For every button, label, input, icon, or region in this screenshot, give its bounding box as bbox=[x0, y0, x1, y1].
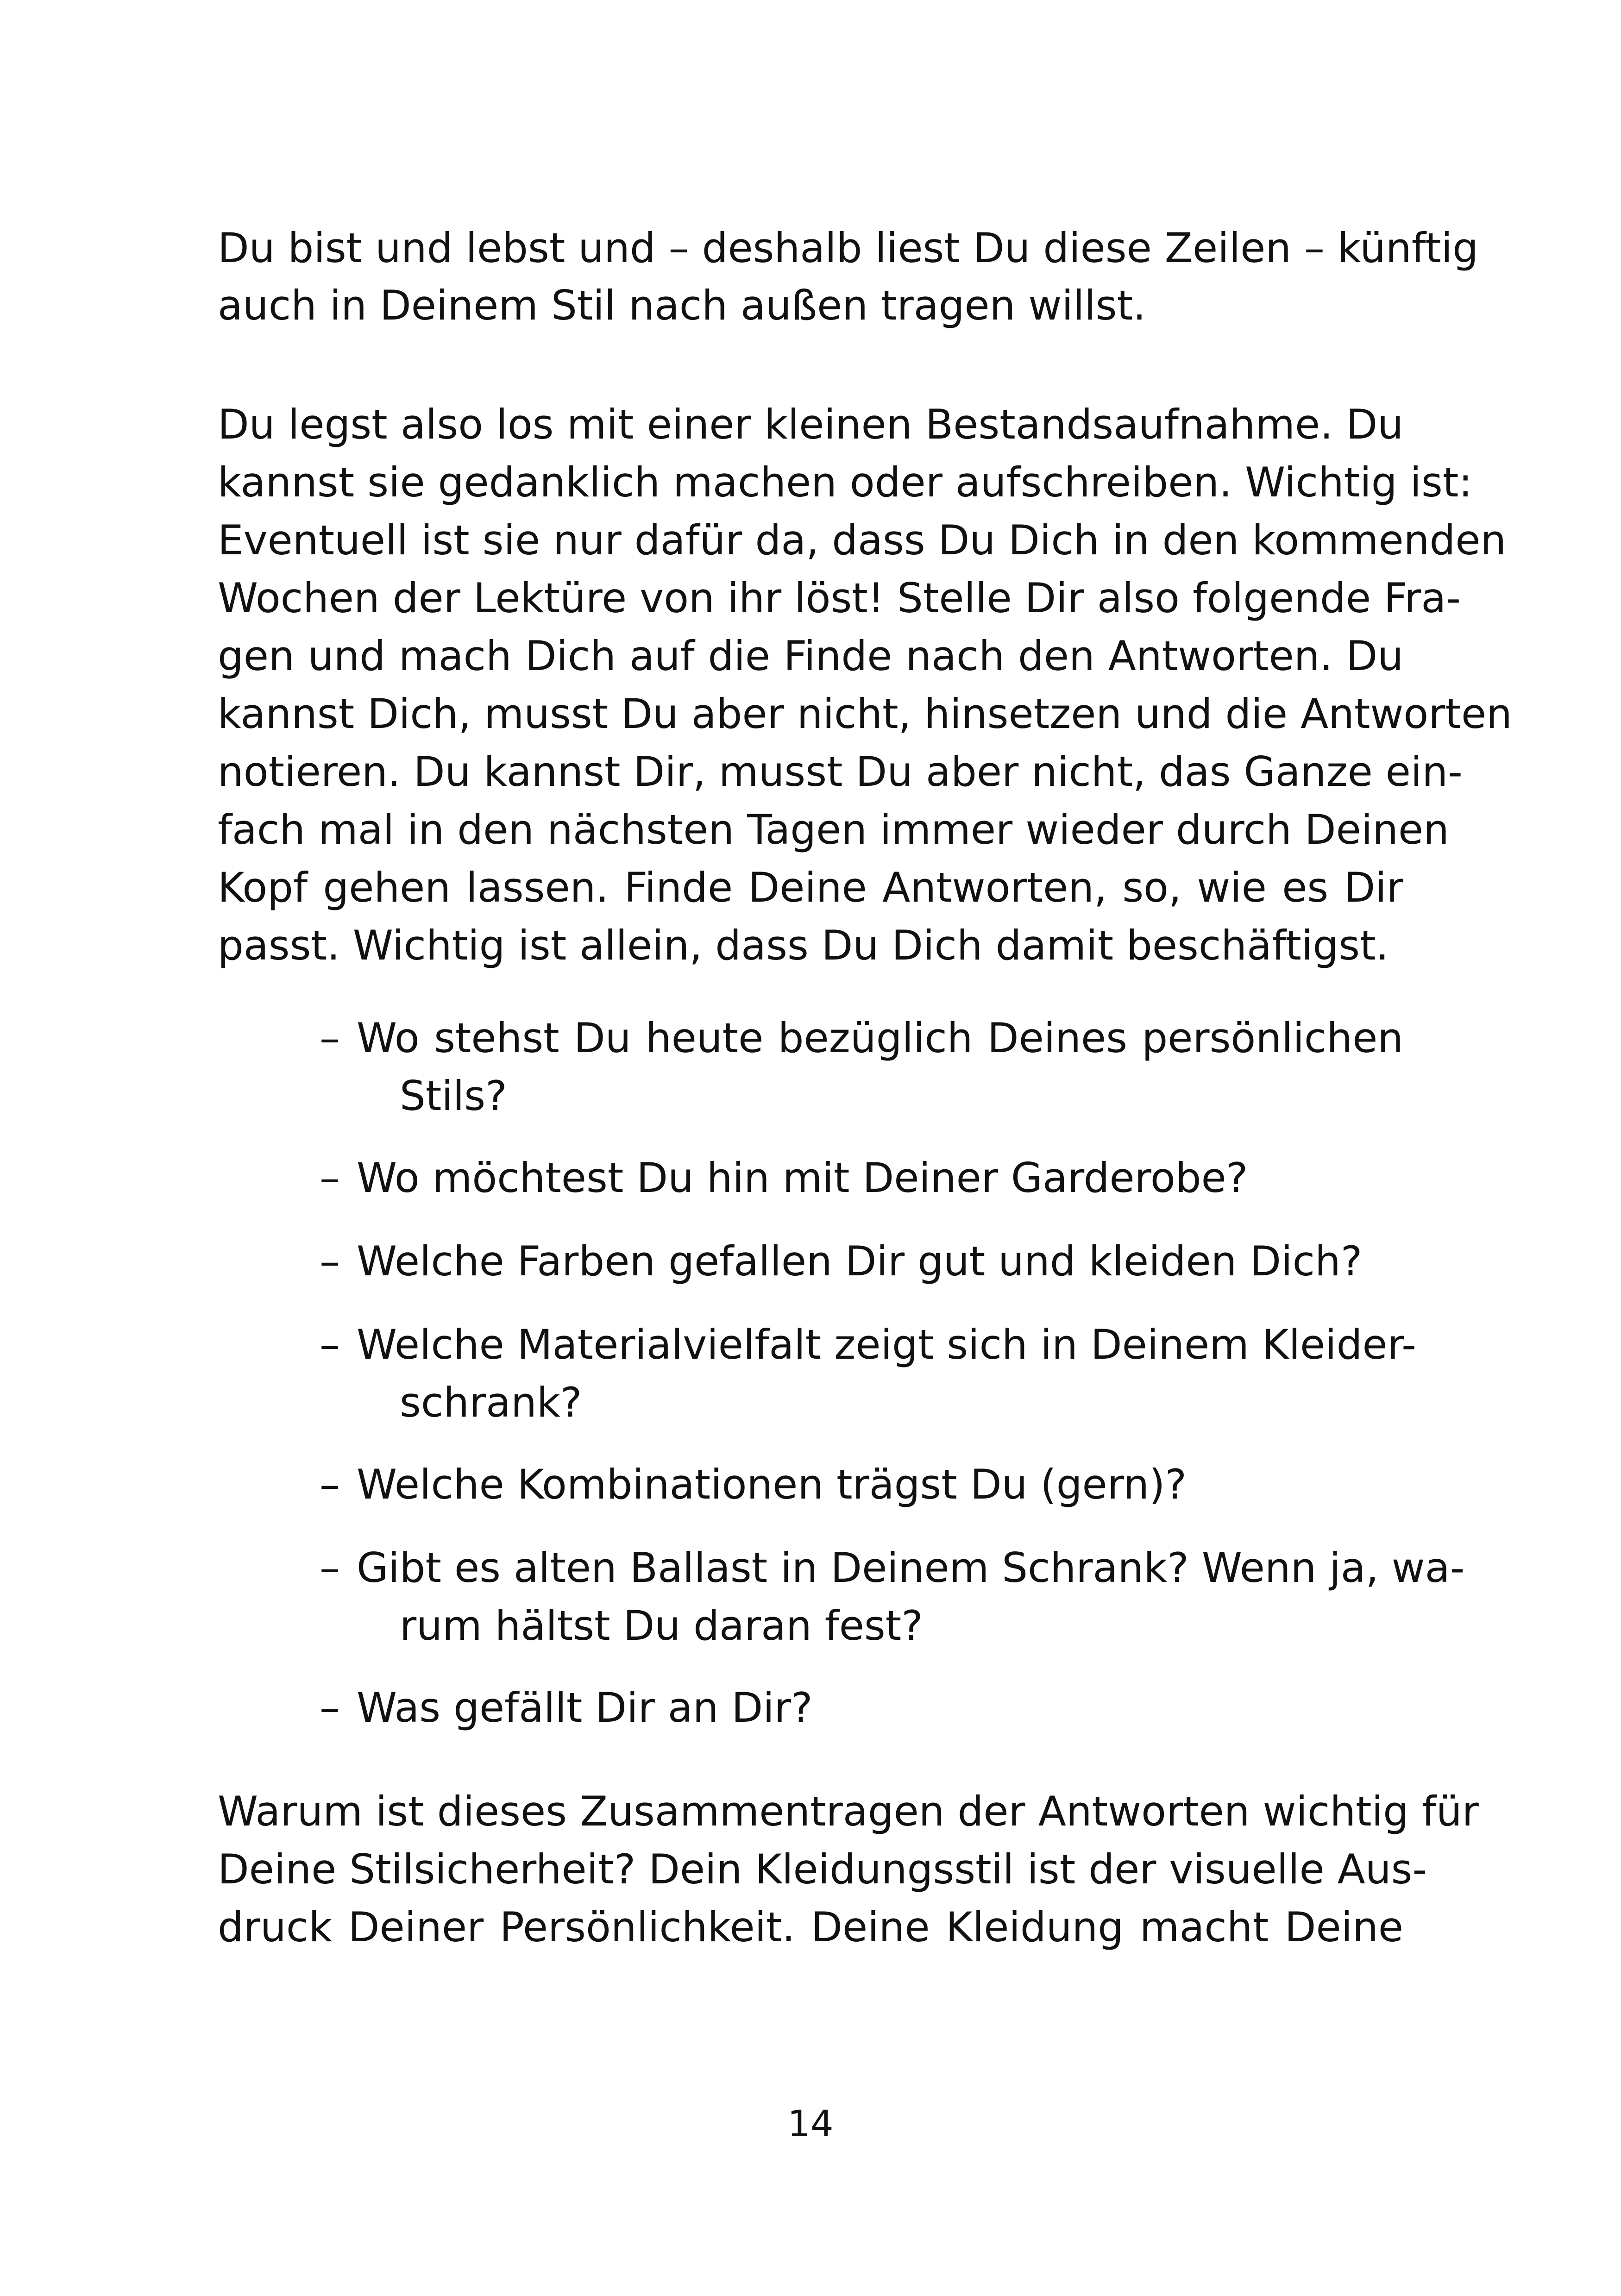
list-bullet: – bbox=[320, 1321, 340, 1368]
paragraph-1-line: auch in Deinem Stil nach außen tragen willst. bbox=[218, 282, 1146, 329]
paragraph-2-line: passt. Wichtig ist allein, dass Du Dich damit beschäftigst. bbox=[218, 922, 1389, 969]
list-item-text: Was gefällt Dir an Dir? bbox=[357, 1684, 813, 1731]
list-item-text: Welche Materialvielfalt zeigt sich in Deinem Kleider- bbox=[357, 1321, 1416, 1368]
paragraph-2-line: kannst Dich, musst Du aber nicht, hinsetzen und die Antworten bbox=[218, 690, 1512, 738]
list-item-text: Welche Farben gefallen Dir gut und kleiden Dich? bbox=[357, 1237, 1363, 1285]
list-bullet: – bbox=[320, 1154, 340, 1202]
paragraph-1-line: Du bist und lebst und – deshalb liest Du diese Zeilen – künftig bbox=[218, 224, 1478, 272]
list-item-text: rum hältst Du daran fest? bbox=[400, 1602, 923, 1650]
list-bullet: – bbox=[320, 1461, 340, 1508]
paragraph-3-line: druck Deiner Persönlichkeit. Deine Kleidung macht Deine bbox=[218, 1903, 1403, 1951]
list-bullet: – bbox=[320, 1237, 340, 1285]
paragraph-2-line: Kopf gehen lassen. Finde Deine Antworten, so, wie es Dir bbox=[218, 864, 1403, 911]
list-item-text: Wo stehst Du heute bezüglich Deines persönlichen bbox=[357, 1014, 1403, 1062]
paragraph-3-line: Deine Stilsicherheit? Dein Kleidungsstil ist der visuelle Aus- bbox=[218, 1845, 1427, 1893]
list-bullet: – bbox=[320, 1544, 340, 1592]
paragraph-2-line: gen und mach Dich auf die Finde nach den Antworten. Du bbox=[218, 632, 1403, 680]
list-item-text: schrank? bbox=[400, 1379, 582, 1426]
page-number: 14 bbox=[787, 2103, 834, 2145]
paragraph-2-line: Du legst also los mit einer kleinen Bestandsaufnahme. Du bbox=[218, 401, 1403, 448]
paragraph-3-line: Warum ist dieses Zusammentragen der Antworten wichtig für bbox=[218, 1788, 1479, 1835]
list-item-text: Wo möchtest Du hin mit Deiner Garderobe? bbox=[357, 1154, 1248, 1202]
list-item-text: Stils? bbox=[400, 1072, 507, 1120]
paragraph-2-line: fach mal in den nächsten Tagen immer wieder durch Deinen bbox=[218, 806, 1449, 853]
list-bullet: – bbox=[320, 1684, 340, 1731]
list-item-text: Welche Kombinationen trägst Du (gern)? bbox=[357, 1461, 1187, 1508]
paragraph-2-line: Wochen der Lektüre von ihr löst! Stelle Dir also folgende Fra- bbox=[218, 574, 1461, 622]
paragraph-2-line: kannst sie gedanklich machen oder aufschreiben. Wichtig ist: bbox=[218, 458, 1473, 506]
paragraph-2-line: notieren. Du kannst Dir, musst Du aber nicht, das Ganze ein- bbox=[218, 748, 1463, 796]
list-item-text: Gibt es alten Ballast in Deinem Schrank? Wenn ja, wa- bbox=[357, 1544, 1465, 1592]
paragraph-2-line: Eventuell ist sie nur dafür da, dass Du Dich in den kommenden bbox=[218, 516, 1507, 564]
list-bullet: – bbox=[320, 1014, 340, 1062]
